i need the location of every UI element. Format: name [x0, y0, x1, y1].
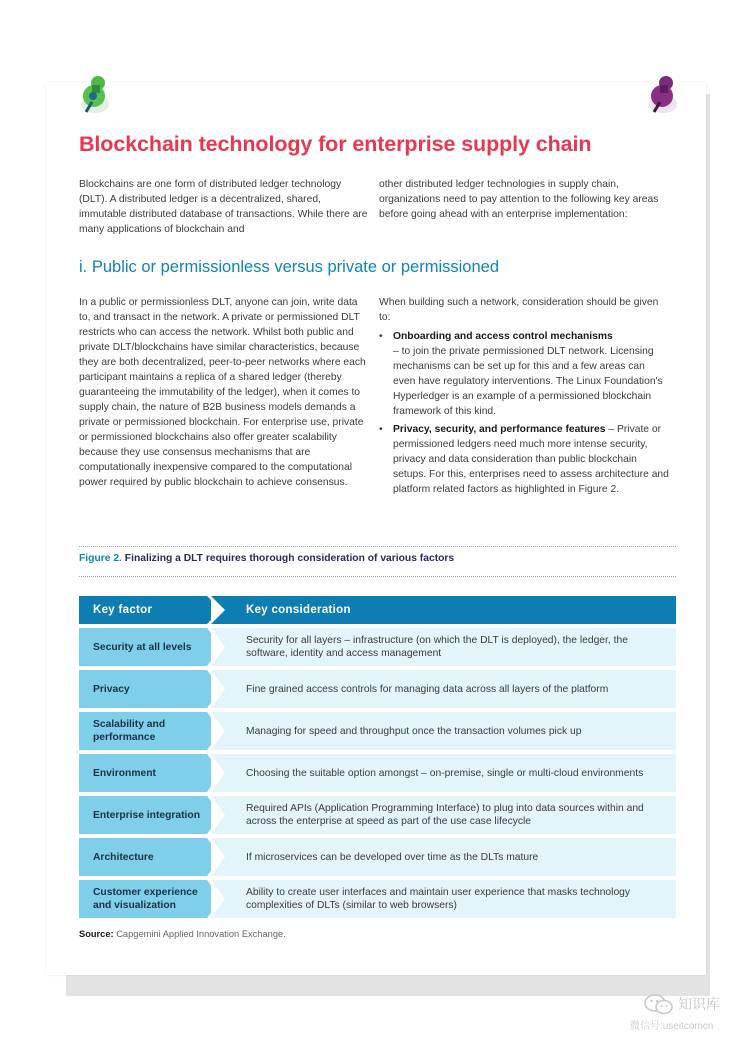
table-row — [79, 880, 676, 918]
figure-number: Figure 2. — [79, 553, 122, 564]
row-value: Fine grained access controls for managing data across all layers of the platform — [211, 670, 676, 708]
row-key: Customer experience and visualization — [79, 880, 207, 918]
header-key-consideration: Key consideration — [211, 596, 676, 624]
section-right-column — [379, 295, 669, 500]
bullet-text: – Private or permissioned ledgers need much more intense security, privacy and data consideration than public blockchain setups. For this, enterprises need to assess architecture and platform related factors as highlighted in Figure 2. — [393, 424, 669, 495]
row-key: Privacy — [79, 670, 207, 708]
section-heading: i. Public or permissionless versus private or permissioned — [79, 258, 499, 276]
section-left-paragraph: In a public or permissionless DLT, anyone can join, write data to, and transact in the network. A private or permissioned DLT restricts who can access the network. Whilst both public and private DLT/blockchains have similar characteristics, because they are both decentralized, peer-to-peer networks where each participant maintains a replica of a shared ledger (thereby guaranteeing the immutability of the ledger), when it comes to supply chain, the nature of B2B business models demands a private or permissioned blockchain. For enterprise use, private or permissioned blockchains also offer greater scalability because they use consensus mechanisms that are computationally inexpensive compared to the computational power required by public blockchain to achieve consensus. — [79, 297, 366, 488]
bullet-title: Privacy, security, and performance features — [393, 424, 606, 435]
intro-right: other distributed ledger technologies in supply chain, organizations need to pay attention to the following key areas before going ahead with an enterprise implementation: — [379, 179, 659, 220]
page-title: Blockchain technology for enterprise supply chain — [79, 132, 592, 156]
intro-left: Blockchains are one form of distributed ledger technology (DLT). A distributed ledger is a decentralized, shared, immutable distributed database of transactions. While there are many applications of blockchain and — [79, 179, 368, 235]
row-key: Enterprise integration — [79, 796, 207, 834]
section-right-intro: When building such a network, consideration should be given to: — [379, 297, 659, 323]
table-row — [79, 670, 676, 708]
table-row — [79, 712, 676, 750]
bullet-marker: • — [379, 424, 383, 435]
green-pushpin-icon — [78, 74, 112, 121]
list-item — [379, 329, 669, 419]
purple-pushpin-icon — [646, 74, 680, 121]
bullet-title: Onboarding and access control mechanisms — [393, 331, 613, 342]
row-key: Scalability and performance — [79, 712, 207, 750]
row-key: Security at all levels — [79, 628, 207, 666]
row-value: Managing for speed and throughput once the transaction volumes pick up — [211, 712, 676, 750]
table-row — [79, 796, 676, 834]
table-row — [79, 754, 676, 792]
header-key-factor: Key factor — [79, 596, 207, 624]
figure-divider-top — [79, 546, 676, 547]
bullet-text: – to join the private permissioned DLT network. Licensing mechanisms can be set up for this and a few areas can even have regulatory interventions. The Linux Foundation's Hyperledger is an example of a permissioned blockchain framework of this kind. — [393, 346, 663, 417]
row-value: Required APIs (Application Programming Interface) to plug into data sources within and across the enterprise at speed as part of the use case lifecycle — [211, 796, 676, 834]
watermark-id: 微信号:useitcomcn — [630, 1021, 714, 1032]
bullet-list — [379, 329, 669, 497]
source-text: Capgemini Applied Innovation Exchange. — [116, 929, 286, 939]
source-label: Source: — [79, 929, 114, 939]
row-key: Architecture — [79, 838, 207, 876]
list-item — [379, 422, 669, 497]
row-value: Choosing the suitable option amongst – on-premise, single or multi-cloud environments — [211, 754, 676, 792]
table-row — [79, 838, 676, 876]
figure-caption-text: Finalizing a DLT requires thorough consideration of various factors — [124, 553, 455, 564]
figure-divider-bottom — [79, 576, 676, 577]
row-value: Security for all layers – infrastructure (on which the DLT is deployed), the ledger, the software, identity and access management — [211, 628, 676, 666]
bullet-marker: • — [379, 331, 383, 342]
source-note — [79, 929, 286, 939]
figure-caption — [79, 553, 679, 564]
row-key: Environment — [79, 754, 207, 792]
key-factor-table — [79, 596, 676, 922]
watermark-brand: 知识库 — [678, 996, 720, 1012]
row-value: If microservices can be developed over time as the DLTs mature — [211, 838, 676, 876]
watermark — [630, 992, 740, 1037]
table-header-row — [79, 596, 676, 624]
row-value: Ability to create user interfaces and maintain user experience that masks technology complexities of DLTs (similar to web browsers) — [211, 880, 676, 918]
table-row — [79, 628, 676, 666]
